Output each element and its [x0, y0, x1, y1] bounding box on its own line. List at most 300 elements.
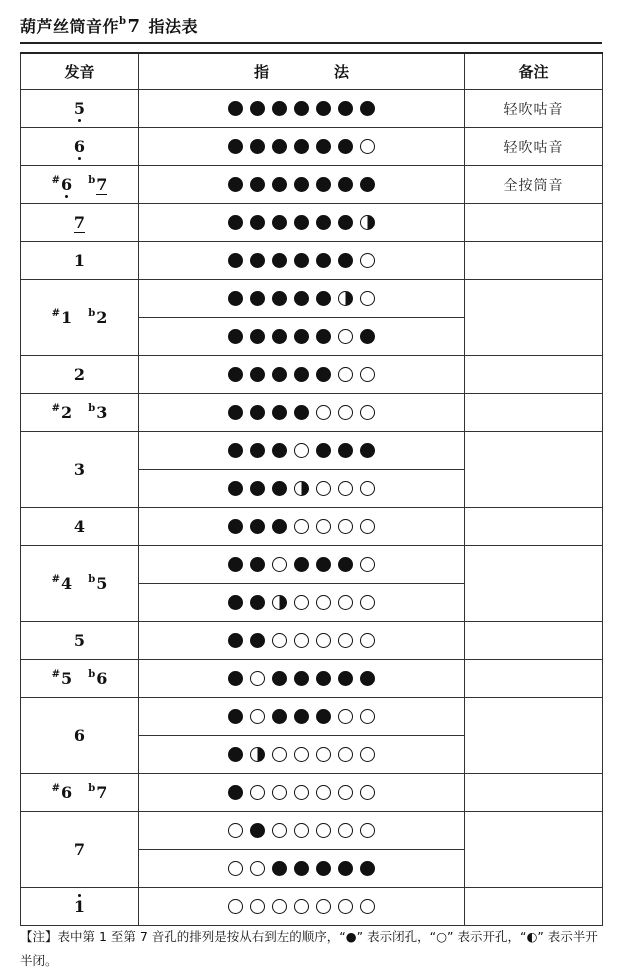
hole-closed-icon	[228, 481, 243, 496]
title-key-flat: b	[119, 16, 127, 27]
fingering-table	[20, 52, 603, 926]
pitch-note	[52, 308, 73, 327]
hole-closed-icon	[228, 329, 243, 344]
pitch-note	[52, 669, 73, 688]
fingering-cell	[139, 888, 465, 926]
hole-open-icon	[338, 633, 353, 648]
pitch-number: 3	[96, 403, 108, 422]
hole-closed-icon	[294, 329, 309, 344]
footnote: 【注】表中第 1 至第 7 音孔的排列是按从右到左的顺序，“●” 表示闭孔，“○” 表示开孔，“◐” 表示半开半闭。	[20, 929, 598, 968]
hole-closed-icon	[250, 595, 265, 610]
hole-pattern	[139, 519, 464, 534]
pitch-note	[52, 403, 73, 422]
pitch-note	[52, 783, 73, 802]
pitch-note	[88, 403, 107, 422]
pitch-note	[52, 574, 73, 593]
hole-closed-icon	[316, 177, 331, 192]
flat-sign: b	[88, 783, 96, 794]
pitch-number: 7	[96, 783, 108, 802]
hole-pattern	[139, 633, 464, 648]
hole-open-icon	[338, 595, 353, 610]
hole-closed-icon	[316, 291, 331, 306]
hole-open-icon	[228, 899, 243, 914]
hole-closed-icon	[228, 367, 243, 382]
hole-closed-icon	[316, 709, 331, 724]
hole-pattern	[139, 861, 464, 876]
pitch-number: 2	[96, 308, 108, 327]
hole-closed-icon	[294, 671, 309, 686]
pitch-cell	[21, 888, 139, 926]
hole-pattern	[139, 405, 464, 420]
remark-cell: 全按筒音	[465, 166, 603, 204]
hole-closed-icon	[338, 443, 353, 458]
fingering-cell	[139, 546, 465, 584]
hole-closed-icon	[228, 405, 243, 420]
pitch-number: 2	[61, 403, 73, 422]
hole-closed-icon	[250, 557, 265, 572]
remark-cell	[465, 698, 603, 774]
fingering-cell	[139, 622, 465, 660]
hole-closed-icon	[272, 671, 287, 686]
hole-open-icon	[316, 481, 331, 496]
hole-open-icon	[316, 823, 331, 838]
hole-open-icon	[250, 785, 265, 800]
hole-closed-icon	[272, 101, 287, 116]
hole-open-icon	[294, 823, 309, 838]
hole-closed-icon	[316, 253, 331, 268]
hole-open-icon	[338, 481, 353, 496]
hole-pattern	[139, 139, 464, 154]
hole-open-icon	[294, 633, 309, 648]
hole-open-icon	[272, 785, 287, 800]
title-tail: 指法表	[148, 17, 199, 36]
hole-closed-icon	[294, 557, 309, 572]
hole-open-icon	[316, 595, 331, 610]
pitch-note	[74, 137, 85, 156]
fingering-cell	[139, 318, 465, 356]
hole-open-icon	[360, 405, 375, 420]
hole-open-icon	[360, 557, 375, 572]
pitch-cell	[21, 432, 139, 508]
hole-pattern	[139, 291, 464, 306]
hole-closed-icon	[272, 519, 287, 534]
hole-open-icon	[360, 747, 375, 762]
hole-open-icon	[250, 899, 265, 914]
pitch-cell	[21, 166, 139, 204]
pitch-note	[74, 460, 85, 479]
sharp-sign: #	[51, 783, 61, 794]
pitch-cell	[21, 508, 139, 546]
pitch-note	[74, 631, 85, 650]
hole-open-icon	[360, 823, 375, 838]
hole-open-icon	[360, 291, 375, 306]
pitch-cell	[21, 242, 139, 280]
pitch-note	[74, 365, 85, 384]
pitch-number: 1	[73, 251, 86, 270]
flat-sign: b	[88, 174, 96, 186]
hole-open-icon	[272, 747, 287, 762]
hole-pattern	[139, 215, 464, 230]
hole-closed-icon	[294, 177, 309, 192]
hole-open-icon	[272, 823, 287, 838]
remark-cell	[465, 660, 603, 698]
hole-closed-icon	[250, 481, 265, 496]
hole-closed-icon	[294, 405, 309, 420]
hole-open-icon	[294, 519, 309, 534]
hole-closed-icon	[316, 101, 331, 116]
fingering-cell	[139, 470, 465, 508]
hole-open-icon	[316, 405, 331, 420]
hole-open-icon	[272, 557, 287, 572]
pitch-cell	[21, 90, 139, 128]
hole-closed-icon	[316, 443, 331, 458]
pitch-number: 5	[96, 574, 108, 593]
hole-closed-icon	[316, 671, 331, 686]
hole-closed-icon	[338, 861, 353, 876]
pitch-cell	[21, 812, 139, 888]
hole-open-icon	[338, 899, 353, 914]
pitch-note	[88, 574, 107, 593]
pitch-cell	[21, 698, 139, 774]
fingering-cell	[139, 660, 465, 698]
hole-closed-icon	[272, 405, 287, 420]
hole-pattern	[139, 595, 464, 610]
hole-closed-icon	[360, 329, 375, 344]
hole-closed-icon	[250, 139, 265, 154]
hole-pattern	[139, 709, 464, 724]
hole-closed-icon	[228, 747, 243, 762]
hole-half-icon	[338, 291, 353, 306]
hole-closed-icon	[272, 177, 287, 192]
pitch-note	[74, 251, 85, 270]
hole-pattern	[139, 557, 464, 572]
hole-open-icon	[294, 899, 309, 914]
table-row	[21, 280, 603, 318]
hole-closed-icon	[294, 101, 309, 116]
pitch-cell	[21, 394, 139, 432]
pitch-note	[74, 517, 85, 536]
hole-closed-icon	[316, 557, 331, 572]
sharp-sign: #	[51, 308, 61, 319]
remark-cell	[465, 394, 603, 432]
hole-closed-icon	[360, 671, 375, 686]
hole-closed-icon	[272, 139, 287, 154]
pitch-note	[74, 99, 85, 118]
hole-closed-icon	[228, 253, 243, 268]
table-row	[21, 90, 603, 128]
header-fingering-char-1: 指	[253, 63, 269, 81]
hole-open-icon	[338, 785, 353, 800]
pitch-number: 5	[73, 99, 86, 118]
pitch-number: 6	[73, 726, 86, 745]
hole-closed-icon	[250, 329, 265, 344]
remark-cell: 轻吹咕音	[465, 90, 603, 128]
hole-open-icon	[338, 329, 353, 344]
hole-pattern	[139, 177, 464, 192]
pitch-cell	[21, 660, 139, 698]
hole-open-icon	[338, 823, 353, 838]
table-row	[21, 356, 603, 394]
hole-closed-icon	[228, 557, 243, 572]
pitch-cell	[21, 280, 139, 356]
hole-open-icon	[316, 747, 331, 762]
hole-closed-icon	[360, 177, 375, 192]
pitch-note	[88, 308, 107, 327]
hole-closed-icon	[360, 443, 375, 458]
pitch-cell	[21, 546, 139, 622]
hole-closed-icon	[272, 709, 287, 724]
pitch-number: 3	[73, 460, 86, 479]
title-rule	[20, 42, 602, 44]
flat-sign: b	[88, 574, 96, 585]
pitch-number: 7	[96, 174, 108, 194]
pitch-note	[88, 783, 107, 802]
fingering-cell	[139, 774, 465, 812]
hole-closed-icon	[250, 177, 265, 192]
hole-open-icon	[294, 747, 309, 762]
fingering-cell	[139, 242, 465, 280]
fingering-cell	[139, 90, 465, 128]
fingering-cell	[139, 128, 465, 166]
remark-cell	[465, 432, 603, 508]
hole-closed-icon	[338, 253, 353, 268]
hole-closed-icon	[316, 367, 331, 382]
hole-open-icon	[360, 633, 375, 648]
hole-open-icon	[338, 519, 353, 534]
title-main: 葫芦丝筒音作	[20, 17, 120, 36]
hole-closed-icon	[250, 101, 265, 116]
header-pitch: 发音	[21, 53, 139, 90]
pitch-number: 1	[73, 897, 86, 916]
hole-open-icon	[294, 595, 309, 610]
hole-closed-icon	[338, 177, 353, 192]
pitch-note	[74, 897, 85, 916]
hole-closed-icon	[294, 215, 309, 230]
fingering-cell	[139, 204, 465, 242]
pitch-note	[88, 669, 107, 688]
hole-open-icon	[338, 747, 353, 762]
table-row	[21, 166, 603, 204]
hole-pattern	[139, 253, 464, 268]
hole-open-icon	[338, 367, 353, 382]
fingering-cell	[139, 280, 465, 318]
hole-pattern	[139, 481, 464, 496]
hole-half-icon	[272, 595, 287, 610]
title-key-number: 7	[127, 16, 141, 37]
hole-closed-icon	[228, 671, 243, 686]
table-header-row	[21, 53, 603, 90]
hole-closed-icon	[250, 633, 265, 648]
pitch-number: 5	[73, 631, 86, 650]
fingering-cell	[139, 698, 465, 736]
hole-closed-icon	[316, 139, 331, 154]
hole-open-icon	[316, 899, 331, 914]
hole-open-icon	[250, 861, 265, 876]
hole-half-icon	[360, 215, 375, 230]
sharp-sign: #	[51, 403, 61, 414]
hole-pattern	[139, 329, 464, 344]
remark-cell	[465, 888, 603, 926]
hole-closed-icon	[228, 709, 243, 724]
hole-closed-icon	[228, 101, 243, 116]
hole-open-icon	[316, 519, 331, 534]
hole-closed-icon	[228, 785, 243, 800]
hole-closed-icon	[228, 291, 243, 306]
hole-open-icon	[360, 253, 375, 268]
hole-closed-icon	[272, 215, 287, 230]
pitch-number: 6	[73, 137, 86, 156]
pitch-number: 6	[61, 783, 73, 802]
hole-pattern	[139, 823, 464, 838]
table-row	[21, 774, 603, 812]
remark-cell	[465, 242, 603, 280]
table-row	[21, 888, 603, 926]
remark-cell	[465, 204, 603, 242]
page-title	[20, 14, 198, 37]
table-row	[21, 394, 603, 432]
fingering-cell	[139, 850, 465, 888]
hole-closed-icon	[316, 329, 331, 344]
hole-closed-icon	[316, 215, 331, 230]
hole-closed-icon	[272, 367, 287, 382]
table-row	[21, 242, 603, 280]
fingering-cell	[139, 812, 465, 850]
pitch-note	[74, 840, 85, 859]
hole-closed-icon	[228, 215, 243, 230]
hole-closed-icon	[250, 519, 265, 534]
hole-closed-icon	[228, 443, 243, 458]
pitch-note	[88, 175, 107, 195]
pitch-cell	[21, 128, 139, 166]
hole-closed-icon	[250, 291, 265, 306]
hole-closed-icon	[338, 671, 353, 686]
hole-closed-icon	[294, 253, 309, 268]
hole-closed-icon	[272, 329, 287, 344]
fingering-cell	[139, 432, 465, 470]
remark-cell	[465, 622, 603, 660]
hole-open-icon	[294, 785, 309, 800]
hole-pattern	[139, 747, 464, 762]
hole-open-icon	[338, 709, 353, 724]
hole-open-icon	[360, 519, 375, 534]
pitch-number: 5	[61, 669, 73, 688]
hole-open-icon	[360, 595, 375, 610]
hole-closed-icon	[294, 709, 309, 724]
hole-open-icon	[360, 367, 375, 382]
hole-closed-icon	[228, 177, 243, 192]
hole-closed-icon	[294, 367, 309, 382]
header-fingering	[139, 53, 465, 90]
hole-closed-icon	[360, 101, 375, 116]
hole-closed-icon	[338, 139, 353, 154]
header-remark: 备注	[465, 53, 603, 90]
hole-closed-icon	[338, 215, 353, 230]
hole-open-icon	[250, 671, 265, 686]
table-row	[21, 128, 603, 166]
remark-cell	[465, 508, 603, 546]
pitch-number: 1	[61, 308, 73, 327]
header-fingering-char-2: 法	[333, 63, 349, 81]
hole-closed-icon	[316, 861, 331, 876]
hole-open-icon	[338, 405, 353, 420]
table-row	[21, 432, 603, 470]
hole-closed-icon	[294, 139, 309, 154]
hole-pattern	[139, 443, 464, 458]
sharp-sign: #	[51, 669, 61, 680]
pitch-number: 7	[73, 212, 86, 232]
hole-open-icon	[360, 785, 375, 800]
table-row	[21, 204, 603, 242]
pitch-cell	[21, 204, 139, 242]
table-row	[21, 812, 603, 850]
hole-open-icon	[360, 481, 375, 496]
hole-pattern	[139, 785, 464, 800]
hole-pattern	[139, 671, 464, 686]
table-row	[21, 660, 603, 698]
remark-cell: 轻吹咕音	[465, 128, 603, 166]
table-row	[21, 508, 603, 546]
hole-closed-icon	[250, 215, 265, 230]
hole-closed-icon	[360, 861, 375, 876]
hole-open-icon	[316, 633, 331, 648]
hole-closed-icon	[272, 291, 287, 306]
remark-cell	[465, 356, 603, 394]
hole-closed-icon	[228, 595, 243, 610]
pitch-note	[74, 213, 85, 233]
hole-open-icon	[228, 823, 243, 838]
hole-closed-icon	[250, 253, 265, 268]
hole-open-icon	[228, 861, 243, 876]
title-key	[119, 16, 141, 37]
hole-open-icon	[360, 139, 375, 154]
flat-sign: b	[88, 308, 96, 319]
table-row	[21, 546, 603, 584]
table-body	[21, 90, 603, 926]
hole-closed-icon	[250, 405, 265, 420]
fingering-cell	[139, 736, 465, 774]
remark-cell	[465, 280, 603, 356]
pitch-number: 4	[73, 517, 86, 536]
hole-closed-icon	[338, 557, 353, 572]
fingering-cell	[139, 356, 465, 394]
pitch-number: 6	[96, 669, 108, 688]
hole-open-icon	[250, 709, 265, 724]
hole-closed-icon	[250, 367, 265, 382]
hole-closed-icon	[272, 481, 287, 496]
fingering-cell	[139, 166, 465, 204]
remark-cell	[465, 774, 603, 812]
pitch-number: 4	[61, 574, 73, 593]
hole-closed-icon	[228, 633, 243, 648]
sharp-sign: #	[51, 174, 61, 186]
hole-pattern	[139, 367, 464, 382]
hole-pattern	[139, 101, 464, 116]
hole-open-icon	[272, 633, 287, 648]
sharp-sign: #	[51, 574, 61, 585]
remark-cell	[465, 812, 603, 888]
hole-closed-icon	[294, 291, 309, 306]
hole-half-icon	[250, 747, 265, 762]
hole-closed-icon	[228, 519, 243, 534]
hole-closed-icon	[294, 861, 309, 876]
hole-closed-icon	[338, 101, 353, 116]
hole-pattern	[139, 899, 464, 914]
pitch-number: 7	[73, 840, 86, 859]
hole-closed-icon	[272, 861, 287, 876]
hole-closed-icon	[228, 139, 243, 154]
fingering-cell	[139, 584, 465, 622]
pitch-number: 6	[61, 174, 73, 194]
